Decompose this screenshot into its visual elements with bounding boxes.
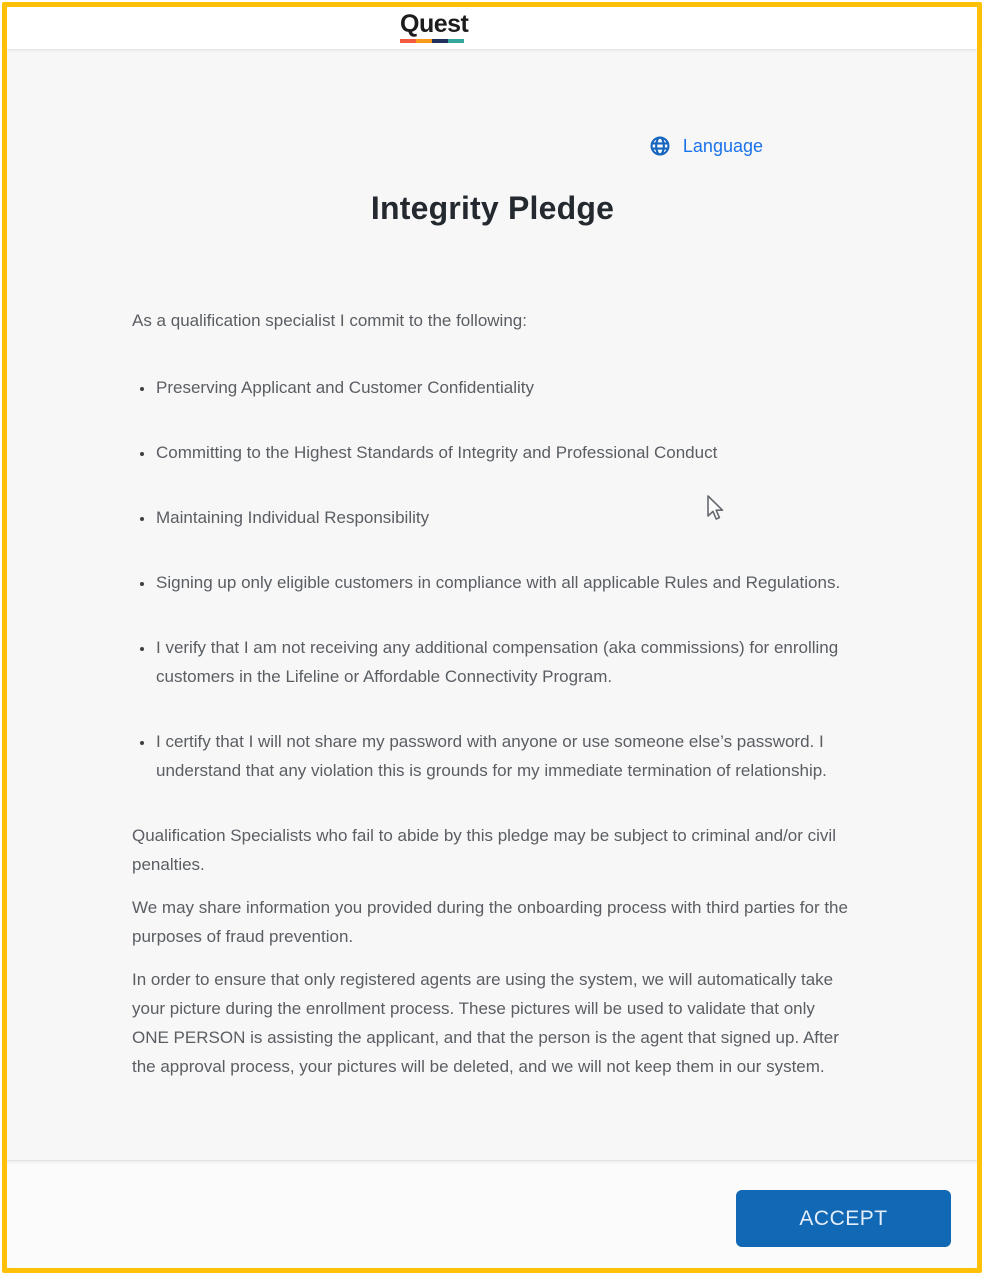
pledge-scroll-area[interactable]	[7, 50, 977, 1160]
logo-underline-segment-teal	[448, 39, 464, 43]
footer-bar	[7, 1160, 977, 1268]
pledge-bullet-confidentiality: • Preserving Applicant and Customer Confidentiality	[155, 373, 853, 402]
accept-button[interactable]: ACCEPT	[736, 1190, 951, 1247]
page-title: Integrity Pledge	[370, 190, 615, 226]
picture-policy-paragraph: In order to ensure that only registered agents are using the system, we will automatically take your picture during the enrollment process. These pictures will be used to validate that only ONE PERSON is assisting the applicant, and that the person is the agent that signed up. After the approval process, your pictures will be deleted, and we will not keep them in our system.	[132, 970, 839, 1076]
intro-text: As a qualification specialist I commit to the following:	[132, 311, 527, 330]
penalties-paragraph: Qualification Specialists who fail to abide by this pledge may be subject to criminal and/or civil penalties.	[132, 826, 836, 874]
top-header	[7, 7, 977, 50]
logo-underline-segment-orange	[416, 39, 432, 43]
quest-logo	[400, 11, 468, 43]
fraud-prevention-paragraph: We may share information you provided during the onboarding process with third parties for the purposes of fraud prevention.	[132, 898, 848, 946]
quest-logo-text: Quest	[400, 10, 469, 38]
pledge-list	[132, 373, 853, 785]
pledge-bullet-responsibility: • Maintaining Individual Responsibility	[155, 503, 853, 532]
logo-underline-segment-orange-red	[400, 39, 416, 43]
language-button[interactable]	[649, 134, 763, 158]
quest-logo-underline	[400, 39, 464, 43]
pledge-bullet-eligible-customers: • Signing up only eligible customers in compliance with all applicable Rules and Regulations.	[155, 568, 853, 597]
language-label: Language	[682, 136, 763, 156]
pledge-bullet-integrity: • Committing to the Highest Standards of Integrity and Professional Conduct	[155, 438, 853, 467]
pledge-bullet-no-compensation: • I verify that I am not receiving any additional compensation (aka commissions) for enrolling customers in the Lifeline or Affordable Connectivity Program.	[155, 633, 853, 691]
pledge-bullet-password: • I certify that I will not share my password with anyone or use someone else’s password. I understand that any violation this is grounds for my immediate termination of relationship.	[155, 727, 853, 785]
app-frame	[2, 2, 982, 1273]
logo-underline-segment-navy	[432, 39, 448, 43]
globe-icon	[649, 135, 671, 157]
